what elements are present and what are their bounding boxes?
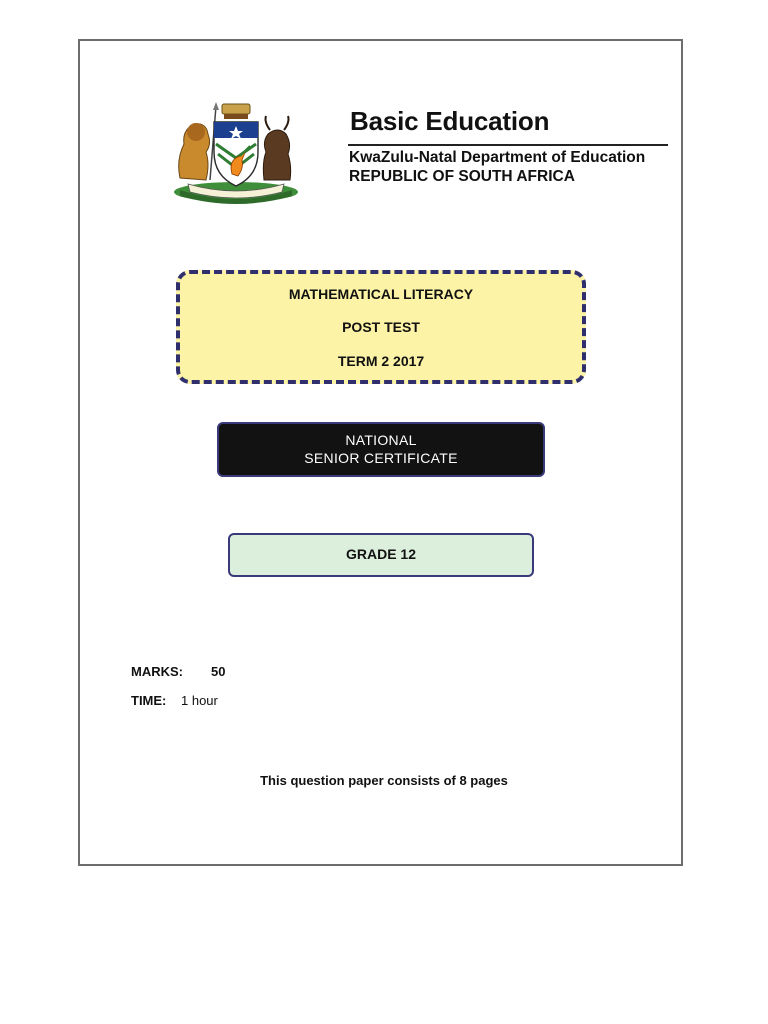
subject-title: MATHEMATICAL LITERACY: [288, 286, 474, 302]
certificate-line-2: SENIOR CERTIFICATE: [304, 450, 458, 466]
grade-box: [228, 533, 534, 577]
grade-label: GRADE 12: [345, 546, 417, 562]
certificate-box: [217, 422, 545, 477]
header-title: Basic Education: [350, 106, 550, 136]
time-label: TIME:: [131, 693, 167, 708]
header-country: REPUBLIC OF SOUTH AFRICA: [349, 168, 575, 185]
time-value: 1 hour: [181, 693, 218, 708]
header-divider: [348, 144, 668, 146]
header-department: KwaZulu-Natal Department of Education: [349, 149, 646, 166]
marks-label: MARKS:: [131, 664, 183, 679]
marks-value: 50: [211, 664, 226, 679]
test-type: POST TEST: [342, 319, 420, 335]
coat-of-arms-icon: [166, 100, 306, 210]
certificate-line-1: NATIONAL: [345, 432, 417, 448]
term-label: TERM 2 2017: [337, 353, 425, 369]
subject-box: [176, 270, 586, 384]
page-count-note: This question paper consists of 8 pages: [260, 773, 508, 788]
